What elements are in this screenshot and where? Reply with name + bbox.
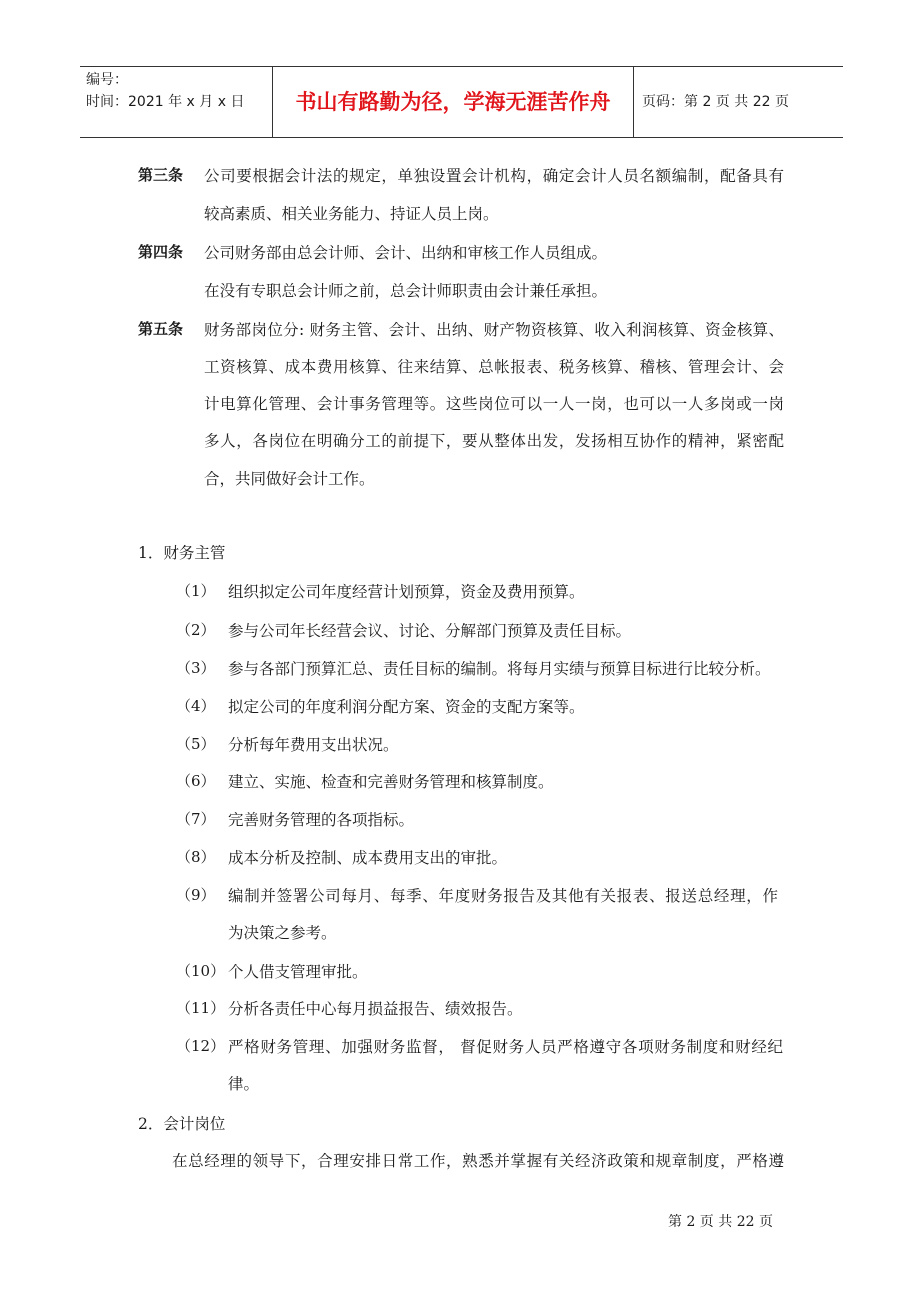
time-label: 时间：2021 年 x 月 x 日	[86, 94, 245, 110]
header-left-cell	[80, 67, 273, 137]
article-4-label: 第四条	[138, 243, 184, 261]
item-text: 拟定公司的年度利润分配方案、资金的支配方案等。	[228, 698, 585, 716]
article-3-line-1: 公司要根据会计法的规定，单独设置会计机构，确定会计人员名额编制，配备具有	[204, 167, 784, 185]
item-text: 严格财务管理、加强财务监督， 督促财务人员严格遵守各项财务制度和财经纪	[228, 1038, 783, 1056]
item-text: 参与公司年长经营会议、讨论、分解部门预算及责任目标。	[228, 622, 632, 640]
item-text: 组织拟定公司年度经营计划预算，资金及费用预算。	[228, 583, 585, 601]
item-text-continued: 律。	[228, 1075, 260, 1093]
item-number: （4）	[176, 697, 216, 715]
item-text: 个人借支管理审批。	[228, 963, 368, 981]
header-table	[80, 66, 843, 138]
item-number: （9）	[176, 886, 216, 904]
article-4-line-2: 在没有专职总会计师之前，总会计师职责由会计兼任承担。	[204, 282, 608, 300]
article-5-line-2: 工资核算、成本费用核算、往来结算、总帐报表、税务核算、稽核、管理会计、会	[204, 358, 784, 376]
item-number: （8）	[176, 848, 216, 866]
item-text: 完善财务管理的各项指标。	[228, 811, 415, 829]
article-3-label: 第三条	[138, 166, 184, 184]
item-number: （1）	[176, 582, 216, 600]
number-label: 编号：	[86, 72, 128, 88]
article-3-line-2: 较高素质、相关业务能力、持证人员上岗。	[204, 205, 499, 223]
item-number: （10）	[176, 962, 226, 980]
article-5-line-5: 合，共同做好会计工作。	[204, 470, 375, 488]
motto: 书山有路勤为径，学海无涯苦作舟	[273, 67, 634, 137]
item-text: 分析每年费用支出状况。	[228, 736, 399, 754]
item-text: 编制并签署公司每月、每季、年度财务报告及其他有关报表、报送总经理，作	[228, 887, 778, 905]
article-5-line-1: 财务部岗位分: 财务主管、会计、出纳、财产物资核算、收入利润核算、资金核算、	[204, 321, 784, 339]
item-text: 分析各责任中心每月损益报告、绩效报告。	[228, 1000, 523, 1018]
item-number: （6）	[176, 772, 216, 790]
section-2-heading: 2．会计岗位	[138, 1115, 226, 1133]
footer-page-info: 第 2 页 共 22 页	[668, 1214, 773, 1230]
article-5-line-4: 多人，各岗位在明确分工的前提下，要从整体出发，发扬相互协作的精神，紧密配	[204, 432, 784, 450]
item-number: （12）	[176, 1037, 226, 1055]
article-4-line-1: 公司财务部由总会计师、会计、出纳和审核工作人员组成。	[204, 244, 608, 262]
section-2-paragraph: 在总经理的领导下，合理安排日常工作，熟悉并掌握有关经济政策和规章制度，严格遵	[172, 1152, 784, 1170]
item-number: （7）	[176, 810, 216, 828]
item-text-continued: 为决策之参考。	[228, 924, 337, 942]
section-1-heading: 1．财务主管	[138, 544, 226, 562]
item-number: （5）	[176, 735, 216, 753]
item-number: （2）	[176, 621, 216, 639]
article-5-label: 第五条	[138, 320, 184, 338]
header-page-info: 页码：第 2 页 共 22 页	[642, 94, 789, 110]
item-number: （11）	[176, 999, 226, 1017]
item-number: （3）	[176, 659, 216, 677]
item-text: 建立、实施、检查和完善财务管理和核算制度。	[228, 773, 554, 791]
item-text: 参与各部门预算汇总、责任目标的编制。将每月实绩与预算目标进行比较分析。	[228, 660, 771, 678]
article-5-line-3: 计电算化管理、会计事务管理等。这些岗位可以一人一岗，也可以一人多岗或一岗	[204, 395, 784, 413]
item-text: 成本分析及控制、成本费用支出的审批。	[228, 849, 508, 867]
